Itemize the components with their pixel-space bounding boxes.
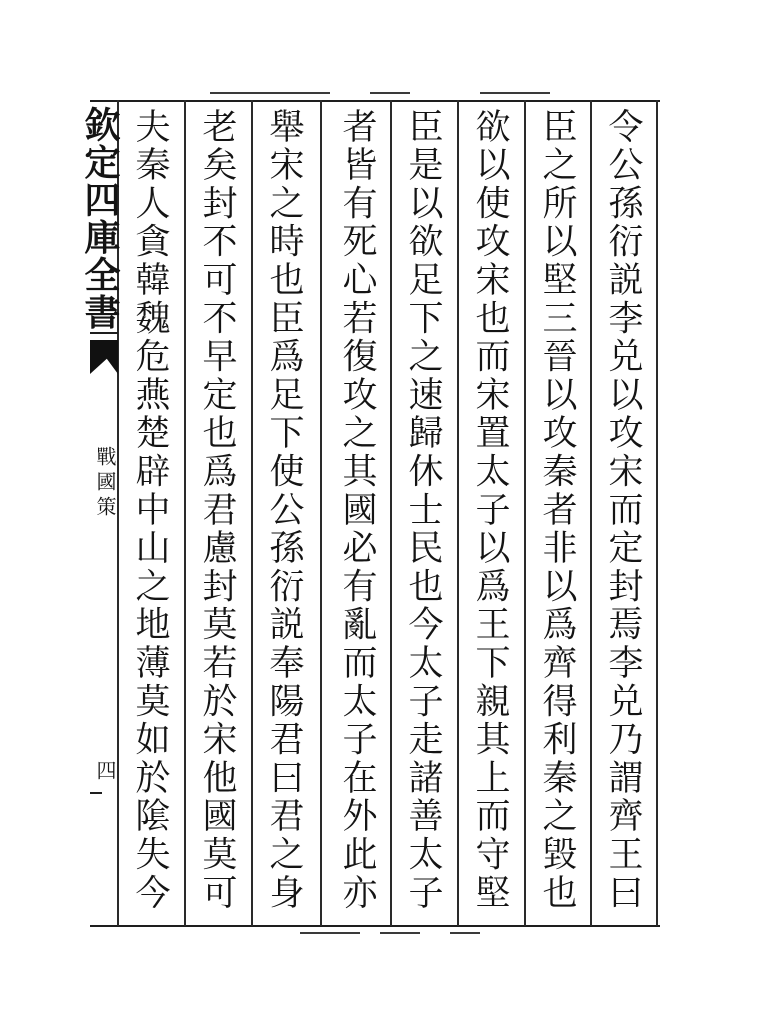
text-column-7: 老矣封不可不早定也爲君慮封莫若於宋他國莫可 <box>197 108 237 913</box>
text-column-5: 者皆有死心若復攻之其國必有亂而太子在外此亦 <box>337 108 377 913</box>
column-rule <box>251 100 253 926</box>
bottom-edge-mark <box>380 932 420 934</box>
margin-strip <box>79 100 121 926</box>
text-column-4: 臣是以欲足下之速歸休士民也今太子走諸善太子 <box>403 108 443 913</box>
column-rule <box>524 100 526 926</box>
bottom-edge-mark <box>450 932 480 934</box>
margin-rule <box>90 332 118 334</box>
text-column-8: 夫秦人貪韓魏危燕楚辟中山之地薄莫如於隂失今 <box>130 108 170 913</box>
text-column-2: 臣之所以堅三晉以攻秦者非以爲齊得利秦之毀也 <box>537 108 577 913</box>
top-edge-mark <box>370 92 410 94</box>
text-column-1: 令公孫衍説李兑以攻宋而定封焉李兑乃謂齊王曰 <box>603 108 643 913</box>
top-edge-mark <box>210 92 330 94</box>
right-border <box>656 100 658 926</box>
text-column-6: 舉宋之時也臣爲足下使公孫衍説奉陽君曰君之身 <box>264 108 304 913</box>
column-rule <box>457 100 459 926</box>
column-rule <box>390 100 392 926</box>
page-number: 四 <box>93 760 117 780</box>
section-title: 戰國策 <box>93 446 117 521</box>
top-border <box>90 100 660 102</box>
top-edge-mark <box>480 92 550 94</box>
column-rule <box>590 100 592 926</box>
text-column-3: 欲以使攻宋也而宋置太子以爲王下親其上而守堅 <box>470 108 510 913</box>
column-rule <box>320 100 322 926</box>
fishtail-mark <box>90 340 118 374</box>
column-rule <box>184 100 186 926</box>
bottom-edge-mark <box>300 932 360 934</box>
book-title: 欽定四庫全書 <box>79 106 121 331</box>
bottom-border <box>90 925 660 927</box>
margin-rule <box>90 792 102 794</box>
